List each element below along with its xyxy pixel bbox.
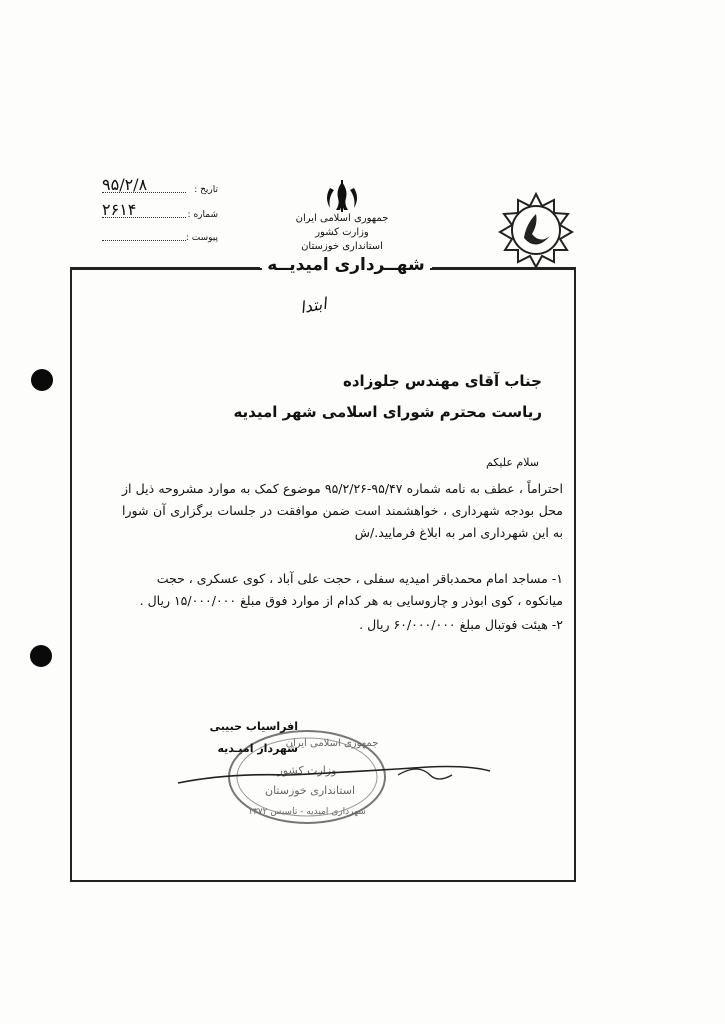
stamp-line-province: استانداری خوزستان (264, 784, 356, 797)
punch-hole-top (31, 369, 53, 391)
list-item: ۲- هیئت فوتبال مبلغ ۶۰/۰۰۰/۰۰۰ ریال . (359, 617, 563, 632)
letter-body: احتراماً ، عطف به نامه شماره ۹۵/۴۷-۹۵/۲/۲۶ موضوع کمک به موارد مشروحه ذیل از محل بودجه شهرداری ، خواهشمند است ضمن موافقت در جلسات برگزاری آن شورا به این شهرداری امر به ابلاغ فرمایید./ش (122, 481, 563, 540)
date-label: تاریخ : (194, 185, 218, 195)
handwritten-initials: ابتدا (298, 293, 329, 318)
punch-hole-bottom (30, 645, 52, 667)
municipality-banner: شهــرداری امیدیــه (262, 255, 430, 275)
municipality-emblem-icon (494, 188, 578, 272)
number-label: شماره : (187, 210, 218, 220)
addressee-line-2: ریاست محترم شورای اسلامی شهر امیدیه (233, 403, 542, 421)
banner-rule-right (432, 267, 576, 269)
addressee-line-1: جناب آقای مهندس جلوزاده (343, 372, 542, 390)
attachment-label: پیوست : (185, 233, 218, 243)
meta-date (98, 175, 218, 199)
number-value: ۲۶۱۴ (102, 200, 137, 219)
stamp-line-ministry: وزارت کشور (277, 764, 337, 777)
signer-title: شهردار امیـدیه (217, 742, 298, 755)
meta-attachment (98, 231, 218, 247)
date-value: ۹۵/۲/۸ (102, 175, 148, 194)
greeting: سلام علیکم (485, 456, 539, 469)
iran-emblem-icon (322, 180, 362, 214)
item-list (122, 568, 563, 636)
government-header (278, 212, 406, 254)
gov-line-province: استانداری خوزستان (301, 241, 383, 252)
banner-rule-left (70, 267, 260, 269)
gov-line-ministry: وزارت کشور (315, 227, 369, 238)
stamp-line-municipality: شهرداری امیدیه - تاسیس ۱۳۷۲ (248, 807, 366, 817)
gov-line-country: جمهوری اسلامی ایران (295, 213, 389, 224)
list-item: ۱- مساجد امام محمدباقر امیدیه سفلی ، حجت علی آباد ، کوی عسکری ، حجت میانکوه ، کوی ابوذر و چاروسایی به هر کدام از موارد فوق مبلغ ۱۵/۰۰۰/۰۰۰ ریال . (139, 571, 563, 608)
stamp-line-country: جمهوری اسلامی ایران (285, 738, 379, 749)
signature-block (200, 716, 298, 760)
signer-name: افراسیاب حبیبی (209, 720, 298, 733)
meta-number (98, 200, 218, 224)
